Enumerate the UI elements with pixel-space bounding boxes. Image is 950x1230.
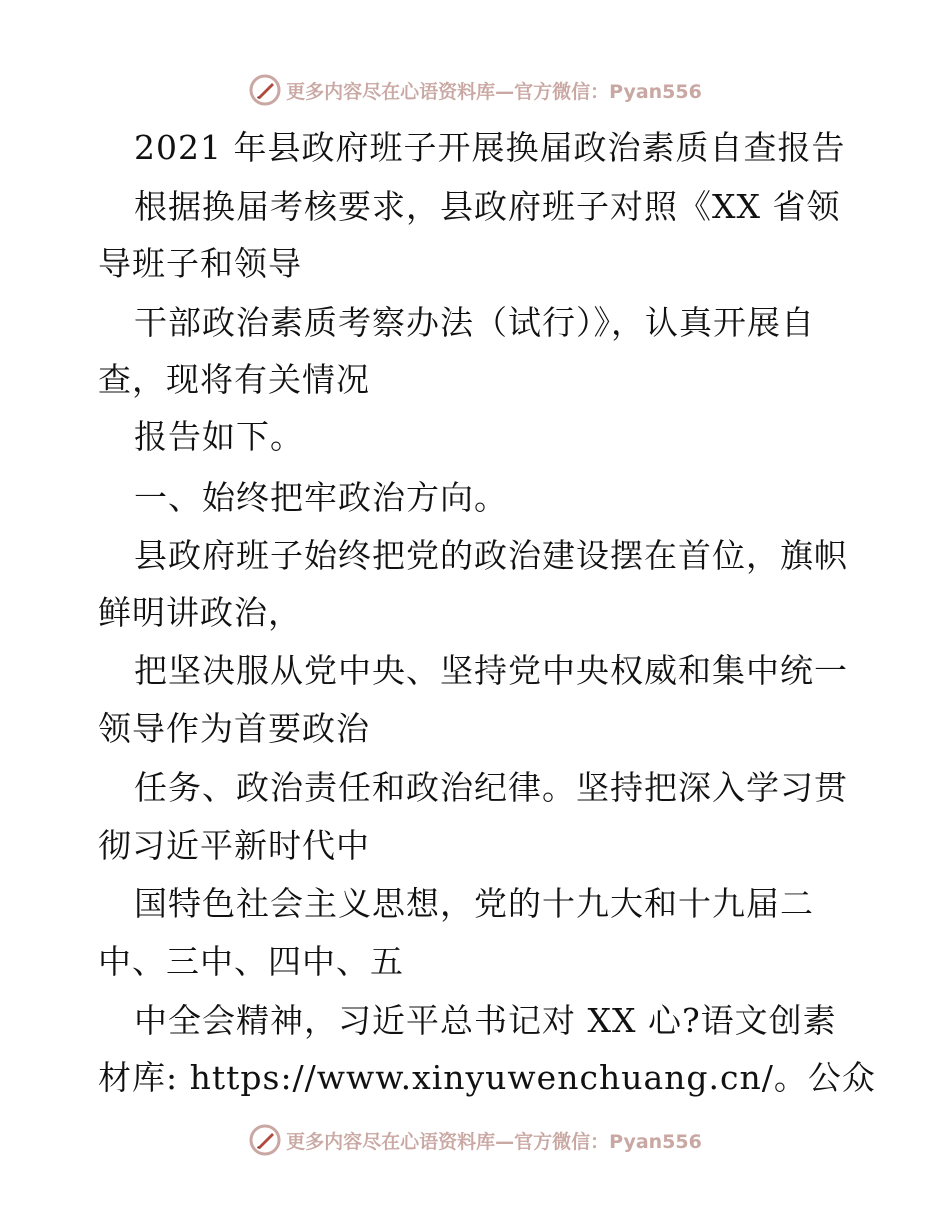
paragraph-line: 国特色社会主义思想，党的十九大和十九届二: [134, 884, 814, 923]
paragraph-line: 干部政治素质考察办法（试行）》，认真开展自: [134, 303, 815, 342]
paragraph-line: 材库: https://www.xinyuwenchuang.cn/。公众: [98, 1058, 876, 1097]
paragraph-line: 彻习近平新时代中: [98, 826, 370, 865]
paragraph-line: 任务、政治责任和政治纪律。坚持把深入学习贯: [134, 768, 848, 807]
paragraph-line: 县政府班子始终把党的政治建设摆在首位，旗帜: [134, 536, 848, 575]
paragraph-line: 鲜明讲政治，: [98, 593, 302, 632]
paragraph-line: 把坚决服从党中央、坚持党中央权威和集中统一: [134, 651, 848, 690]
paragraph-line: 中、三中、四中、五: [98, 942, 404, 981]
logo-icon: [248, 73, 282, 107]
footer-watermark-banner: [0, 1120, 950, 1160]
document-title: 2021 年县政府班子开展换届政治素质自查报告: [134, 128, 846, 167]
paragraph-line: 根据换届考核要求，县政府班子对照《XX 省领: [134, 187, 841, 226]
paragraph-line: 领导作为首要政治: [98, 709, 370, 748]
paragraph-line: 导班子和领导: [98, 244, 302, 283]
header-watermark-banner: [0, 70, 950, 110]
watermark-right-text: 官方微信：Pyan556: [514, 80, 702, 103]
watermark-left-text: 更多内容尽在心语资料库—: [286, 1130, 515, 1153]
paragraph-line: 中全会精神，习近平总书记对 XX 心?语文创素: [134, 1001, 837, 1040]
paragraph-line: 报告如下。: [134, 417, 304, 456]
watermark-left-text: 更多内容尽在心语资料库—: [286, 80, 515, 103]
logo-icon: [248, 1123, 282, 1157]
paragraph-line: 查，现将有关情况: [98, 360, 370, 399]
section-heading: 一、始终把牢政治方向。: [134, 478, 508, 517]
watermark-right-text: 官方微信：Pyan556: [514, 1130, 702, 1153]
